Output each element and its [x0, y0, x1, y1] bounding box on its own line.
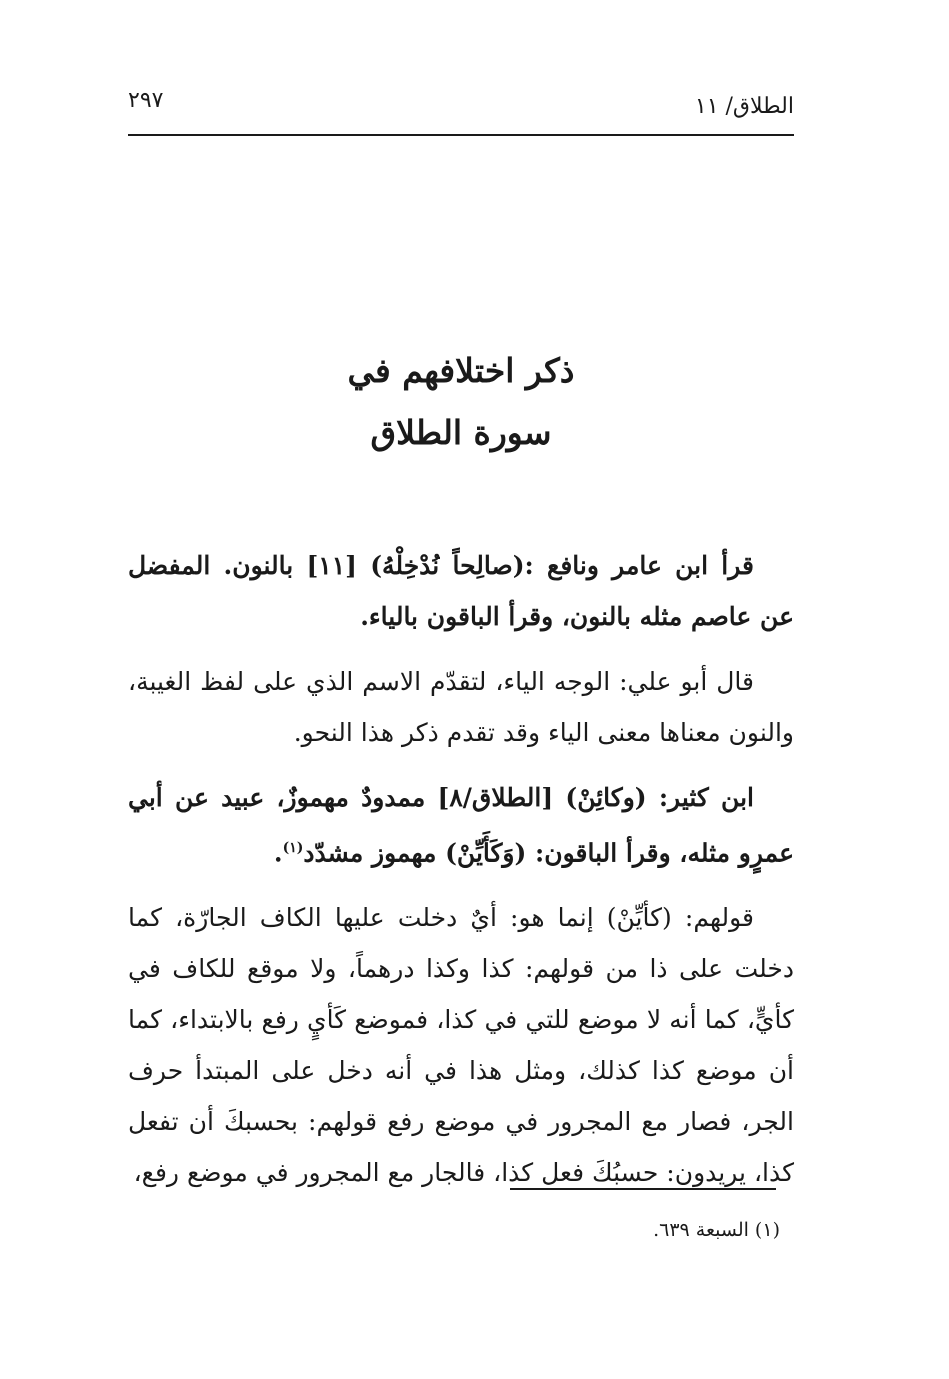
running-title: الطلاق/ ١١: [694, 94, 794, 119]
paragraph-3: [128, 772, 794, 878]
footnote-rule: [510, 1188, 776, 1190]
paragraph-1: قرأ ابن عامر ونافع :(صالِحاً نُدْخِلْهُ) [١١] بالنون. المفضل عن عاصم مثله بالنون، وقرأ الباقون بالياء.: [128, 551, 794, 631]
header-rule: [128, 134, 794, 136]
chapter-title-line-1: ذكر اختلافهم في: [347, 351, 575, 390]
body-text: [128, 540, 794, 1212]
running-head: [128, 88, 794, 124]
paragraph-4: قولهم: (كأيِّنْ) إنما هو: أيٌ دخلت عليها الكاف الجارّة، كما دخلت على ذا من قولهم: كذا وكذا درهماً، ولا موقع للكاف في كأيٍّ، كما أنه لا موضع للتي في كذا، فموضع كَأيٍ رفع بالابتداء، كما أن موضع كذا كذلك، ومثل هذا في أنه دخل على المبتدأ حرف الجر، فصار مع المجرور في موضع رفع قولهم: بحسبكَ أن تفعل كذا، يريدون: حسبُكَ فعل كذا، فالجار مع المجرور في موضع رفع،: [128, 903, 794, 1188]
paragraph-3-end: .: [273, 838, 283, 868]
chapter-title: [128, 340, 794, 464]
chapter-title-line-2: سورة الطلاق: [370, 413, 552, 452]
paragraph-2: قال أبو علي: الوجه الياء، لتقدّم الاسم الذي على لفظ الغيبة، والنون معناها معنى الياء وقد تقدم ذكر هذا النحو.: [128, 667, 794, 747]
footnote-reference: (١): [282, 840, 304, 856]
page-number: ٢٩٧: [128, 88, 164, 113]
paragraph-3-text: ابن كثير: (وكائِنْ) [الطلاق/٨] ممدودٌ مهموزٌ، عبيد عن أبي عمرٍو مثله، وقرأ الباقون: (وَكَأَيِّنْ) مهموز مشدّد: [128, 783, 794, 868]
footnote: (١) السبعة ٦٣٩.: [653, 1219, 780, 1241]
